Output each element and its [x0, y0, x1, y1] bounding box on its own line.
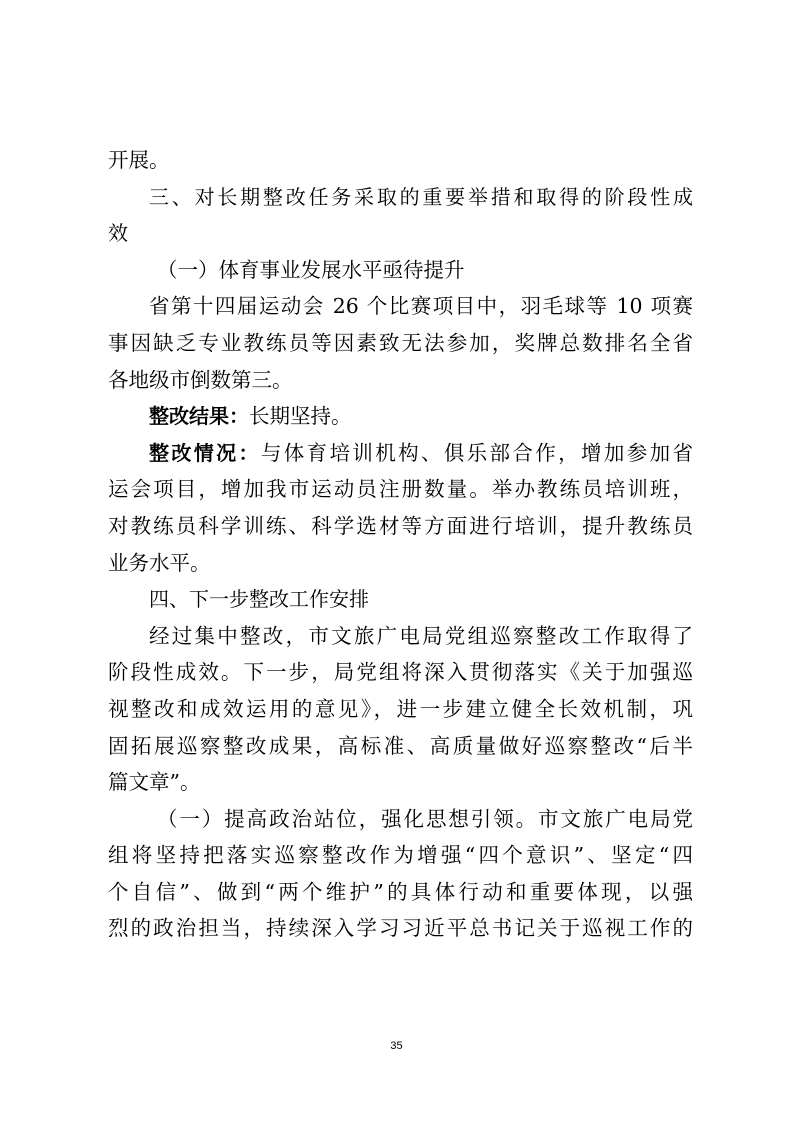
paragraph-line: 对教练员科学训练、科学选材等方面进行培训，提升教练员	[108, 513, 693, 538]
paragraph-line: 运会项目，增加我市运动员注册数量。举办教练员培训班，	[108, 477, 693, 502]
section-heading-3-continued: 效	[108, 221, 128, 246]
paragraph-line: 烈的政治担当，持续深入学习习近平总书记关于巡视工作的	[108, 916, 693, 941]
section-heading-3: 三、对长期整改任务采取的重要举措和取得的阶段性成	[149, 184, 693, 209]
paragraph-line: 各地级市倒数第三。	[108, 367, 293, 392]
paragraph-line: 经过集中整改，市文旅广电局党组巡察整改工作取得了	[149, 623, 693, 648]
rectification-result-value: 长期坚持。	[249, 404, 352, 429]
rectification-status-label: 整改情况：	[149, 440, 261, 465]
paragraph-line: 个自信”、做到“两个维护”的具体行动和重要体现，以强	[108, 879, 693, 904]
subsection-heading: （一）体育事业发展水平亟待提升	[157, 257, 465, 282]
section-heading-4: 四、下一步整改工作安排	[149, 587, 369, 612]
paragraph-line: 组将坚持把落实巡察整改作为增强“四个意识”、坚定“四	[108, 843, 693, 868]
paragraph-line: 事因缺乏专业教练员等因素致无法参加，奖牌总数排名全省	[108, 330, 693, 355]
document-body	[108, 142, 693, 947]
paragraph-line: 省第十四届运动会 26 个比赛项目中，羽毛球等 10 项赛	[149, 294, 693, 319]
paragraph-line: 阶段性成效。下一步，局党组将深入贯彻落实《关于加强巡	[108, 660, 693, 685]
paragraph-line: 篇文章”。	[108, 770, 201, 795]
paragraph-line: 固拓展巡察整改成果，高标准、高质量做好巡察整改“后半	[108, 733, 693, 758]
page-number: 35	[390, 1040, 403, 1052]
rectification-status	[108, 435, 693, 472]
paragraph-line: 视整改和成效运用的意见》，进一步建立健全长效机制，巩	[108, 696, 693, 721]
paragraph-line: 开展。	[108, 148, 170, 172]
rectification-result	[108, 398, 693, 435]
paragraph-line: 业务水平。	[108, 550, 211, 575]
paragraph-line: （一）提高政治站位，强化思想引领。市文旅广电局党	[157, 806, 693, 831]
rectification-result-label: 整改结果：	[149, 404, 249, 429]
rectification-status-value: 与体育培训机构、俱乐部合作，增加参加省	[260, 440, 693, 465]
